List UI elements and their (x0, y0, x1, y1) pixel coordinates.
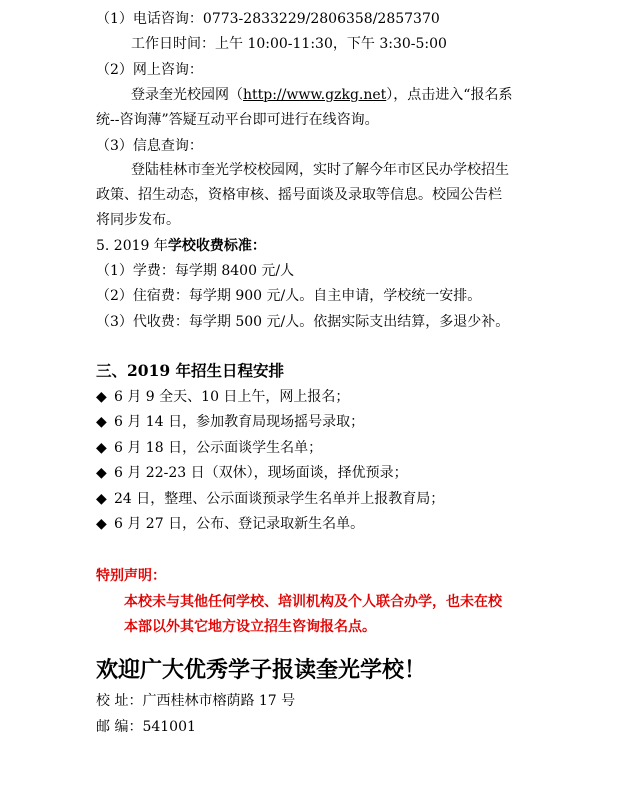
schedule-item (96, 412, 364, 432)
notice-line1: 本校未与其他任何学校、培训机构及个人联合办学，也未在校 (124, 594, 502, 610)
school-address: 校 址：广西桂林市榕荫路 17 号 (96, 693, 296, 709)
school-website-link[interactable]: http://www.gzkg.net (243, 87, 387, 103)
schedule-item (96, 514, 364, 534)
diamond-bullet-icon: ◆ (96, 516, 107, 532)
schedule-item-text: 24 日，整理、公示面谈预录学生名单并上报教育局； (114, 491, 445, 507)
online-consult-label: （2）网上咨询： (96, 62, 203, 78)
notice-line2: 本部以外其它地方设立招生咨询报名点。 (124, 619, 376, 635)
fees-heading (96, 236, 266, 256)
work-hours: 工作日时间：上午 10:00-11:30，下午 3:30-5:00 (131, 36, 447, 52)
schedule-item-text: 6 月 22-23 日（双休），现场面谈，择优预录； (114, 465, 408, 481)
fees-heading-prefix: 5. 2019 年 (96, 238, 168, 254)
phone-consult-line (96, 9, 440, 29)
postal-code: 邮 编：541001 (96, 719, 196, 735)
online-consult-text-a: 登录奎光校园网（ (131, 87, 243, 103)
schedule-item-text: 6 月 9 全天、10 日上午，网上报名； (114, 389, 350, 405)
info-query-line3: 将同步发布。 (96, 212, 180, 228)
diamond-bullet-icon: ◆ (96, 389, 107, 405)
schedule-item (96, 438, 322, 458)
info-query-label: （3）信息查询： (96, 138, 203, 154)
online-consult-line2: 统--咨询薄”答疑互动平台即可进行在线咨询。 (96, 112, 379, 128)
diamond-bullet-icon: ◆ (96, 440, 107, 456)
online-consult-line1 (131, 85, 512, 105)
online-consult-text-b: ），点击进入“报名系 (386, 87, 513, 103)
notice-title: 特别声明： (96, 568, 166, 584)
schedule-item-text: 6 月 14 日，参加教育局现场摇号录取； (114, 414, 365, 430)
info-query-line2: 政策、招生动态，资格审核、摇号面谈及录取等信息。校园公告栏 (96, 187, 502, 203)
schedule-item (96, 463, 408, 483)
diamond-bullet-icon: ◆ (96, 465, 107, 481)
phone-consult-label: （1）电话咨询： (96, 11, 203, 27)
fee-item-collection: （3）代收费：每学期 500 元/人。依据实际支出结算，多退少补。 (96, 314, 510, 330)
welcome-banner: 欢迎广大优秀学子报读奎光学校！ (96, 657, 427, 683)
fee-item-dorm: （2）住宿费：每学期 900 元/人。自主申请，学校统一安排。 (96, 288, 482, 304)
schedule-item-text: 6 月 27 日，公布、登记录取新生名单。 (114, 516, 365, 532)
schedule-item-text: 6 月 18 日，公示面谈学生名单； (114, 440, 323, 456)
phone-numbers: 0773-2833229/2806358/2857370 (202, 11, 440, 27)
diamond-bullet-icon: ◆ (96, 414, 107, 430)
fee-item-tuition: （1）学费：每学期 8400 元/人 (96, 263, 295, 279)
info-query-line1: 登陆桂林市奎光学校校园网，实时了解今年市区民办学校招生 (131, 162, 509, 178)
fees-heading-title: 学校收费标准： (167, 238, 266, 254)
schedule-item (96, 489, 444, 509)
schedule-title: 三、2019 年招生日程安排 (96, 361, 285, 380)
diamond-bullet-icon: ◆ (96, 491, 107, 507)
schedule-item (96, 387, 349, 407)
